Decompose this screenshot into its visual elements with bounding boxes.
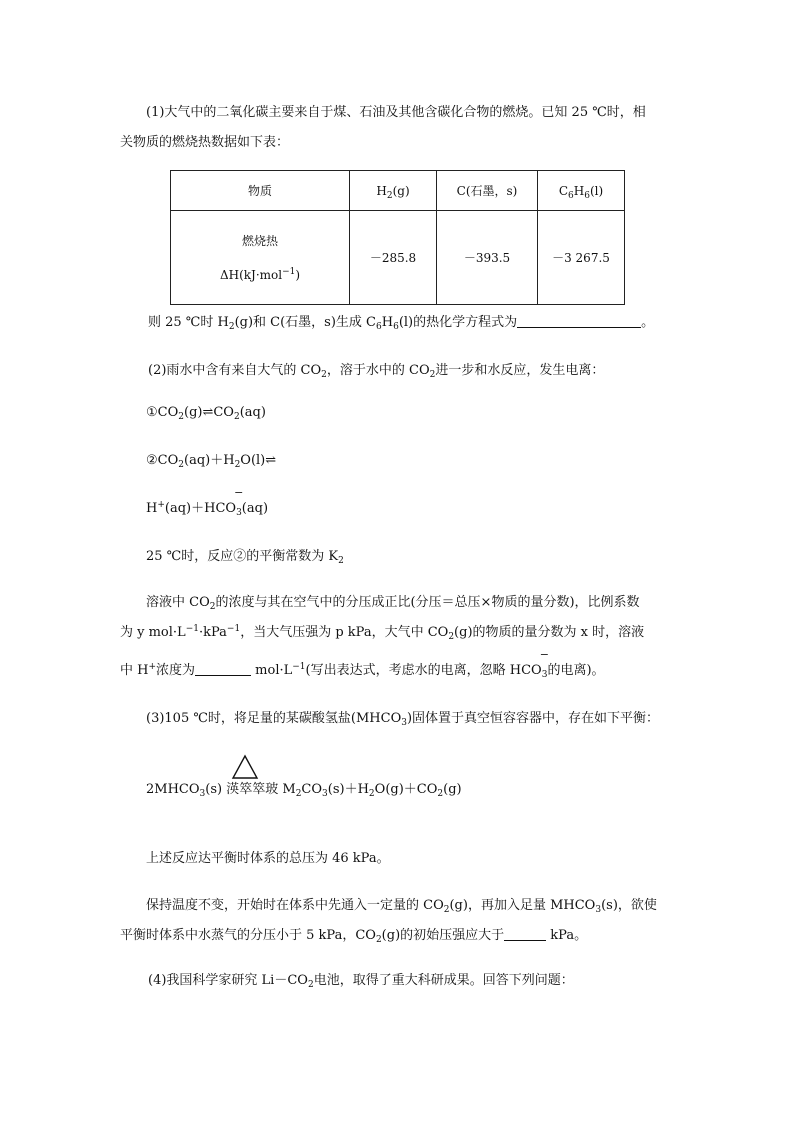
- answer-blank-2[interactable]: [195, 663, 251, 676]
- text: (g)的初始压强应大于: [381, 928, 505, 943]
- text: 上述反应达平衡时体系的总压为 46 kPa。: [146, 851, 390, 866]
- header-c6h6: [538, 171, 625, 211]
- row-label-line-2: [171, 265, 349, 285]
- charge-mark: −: [539, 648, 549, 661]
- q2-k-line: [146, 548, 344, 566]
- text: H: [376, 183, 387, 198]
- subscript: 2: [209, 602, 216, 612]
- text: (4)我国科学家研究 Li－CO: [148, 973, 308, 988]
- text: (g)的物质的量分数为 x 时，溶液: [454, 625, 645, 640]
- q2-p-line-3: [120, 648, 605, 680]
- text: (写出表达式，考虑水的电离，忽略 HCO: [305, 663, 542, 678]
- text: 的浓度与其在空气中的分压成正比(分压＝总压×物质的量分数)，比例系数: [215, 595, 640, 610]
- q4-line-1: [148, 972, 574, 990]
- text: 进一步和水反应，发生电离：: [435, 363, 605, 378]
- subscript: 3: [322, 789, 328, 799]
- text: (g): [392, 183, 410, 198]
- subscript: 2: [178, 460, 184, 470]
- q3-line-3: [146, 897, 657, 915]
- heat-triangle-icon: [231, 754, 259, 780]
- text: (g)，再加入足量 MHCO: [449, 898, 596, 913]
- table-row-heat: [171, 211, 625, 305]
- superscript: −1: [226, 624, 241, 634]
- text: M: [278, 782, 296, 797]
- subscript: 2: [233, 412, 240, 422]
- q3-equation: [146, 781, 462, 799]
- q2-eq-1: [146, 404, 266, 422]
- ion-subscript: [539, 648, 549, 680]
- text: 则 25 ℃时 H: [148, 315, 229, 330]
- text: 电池，取得了重大科研成果。回答下列问题：: [313, 973, 574, 988]
- value-c: [437, 211, 538, 305]
- subscript: 3: [595, 905, 602, 915]
- text: 保持温度不变，开始时在体系中先通入一定量的 CO: [146, 898, 444, 913]
- value-h2: [350, 211, 437, 305]
- text: －3 267.5: [552, 251, 610, 265]
- q2-eq-2: [146, 452, 276, 470]
- text: 溶液中 CO: [146, 595, 210, 610]
- q3-line-1: [146, 710, 659, 728]
- text: H: [146, 501, 158, 516]
- q1-line-3: [148, 314, 654, 332]
- text: mol·L: [251, 663, 293, 678]
- subscript: 3: [401, 718, 407, 728]
- superscript: −1: [282, 266, 296, 277]
- text: H: [573, 183, 585, 198]
- text: (l)的热化学方程式为: [398, 315, 518, 330]
- subscript: 2: [375, 935, 382, 945]
- text: (aq): [239, 405, 266, 420]
- q2-p-line-1: [146, 594, 640, 612]
- text: )固体置于真空恒容容器中，存在如下平衡：: [406, 711, 660, 726]
- subscript: 2: [228, 322, 235, 332]
- text: kPa。: [546, 928, 588, 943]
- text: 平衡时体系中水蒸气的分压小于 5 kPa，CO: [120, 928, 376, 943]
- value-c6h6: [538, 211, 625, 305]
- text: (s)＋H: [327, 782, 369, 797]
- superscript: +: [148, 662, 157, 672]
- answer-blank-3[interactable]: [504, 928, 546, 941]
- header-h2: [350, 171, 437, 211]
- text: (aq)＋HCO: [164, 501, 237, 516]
- text: (aq): [241, 501, 269, 516]
- answer-blank-1[interactable]: [517, 315, 641, 328]
- text: 2MHCO: [146, 782, 200, 797]
- text: (s): [205, 782, 227, 797]
- text: (aq)＋H: [184, 453, 235, 468]
- superscript: −1: [292, 662, 306, 672]
- subscript: 2: [234, 460, 241, 470]
- subscript: 2: [448, 632, 455, 642]
- text: (1)大气中的二氧化碳主要来自于煤、石油及其他含碳化合物的燃烧。已知 25 ℃时，相: [146, 105, 646, 120]
- subscript: 2: [368, 789, 375, 799]
- subscript: 2: [178, 412, 184, 422]
- subscript: 2: [429, 370, 436, 380]
- q3-line-2: [146, 850, 390, 868]
- q3-line-4: [120, 927, 587, 945]
- q2-p-line-2: [120, 624, 644, 642]
- q1-line-1: [146, 104, 646, 122]
- q2-line-1: [148, 362, 604, 380]
- text: C: [558, 183, 569, 198]
- subscript: 6: [568, 190, 574, 201]
- garbled-arrow-text: 渶箤箤玻: [226, 782, 279, 797]
- text: ①CO: [146, 405, 179, 420]
- subscript: 3: [199, 789, 206, 799]
- text: CO: [301, 782, 323, 797]
- text: H: [381, 315, 394, 330]
- subscript: 2: [321, 370, 327, 380]
- text: (2)雨水中含有来自大气的 CO: [148, 363, 322, 378]
- subscript: 6: [584, 190, 590, 201]
- combustion-heat-table: [170, 170, 625, 305]
- text: (g)和 C(石墨，s)生成 C: [234, 315, 377, 330]
- text: 浓度为: [156, 663, 196, 678]
- text: 关物质的燃烧热数据如下表：: [120, 135, 290, 150]
- text: (l): [589, 183, 604, 198]
- superscript: −1: [185, 624, 199, 634]
- text: O(g)＋CO: [374, 782, 438, 797]
- table-header-row: [171, 171, 625, 211]
- text: ，溶于水中的 CO: [326, 363, 430, 378]
- subscript: 3: [236, 508, 242, 518]
- text: 25 ℃时，反应②的平衡常数为 K: [146, 549, 339, 564]
- subscript: 2: [386, 190, 393, 201]
- header-c: [437, 171, 538, 211]
- ion-subscript: [234, 486, 244, 518]
- subscript: 2: [295, 789, 302, 799]
- text: (g)⇌CO: [184, 405, 234, 420]
- text: －393.5: [463, 251, 511, 265]
- subscript: 6: [393, 322, 399, 332]
- subscript: 2: [437, 789, 444, 799]
- subscript: 2: [338, 556, 344, 566]
- text: (3)105 ℃时，将足量的某碳酸氢盐(MHCO: [146, 711, 402, 726]
- superscript: +: [157, 500, 165, 510]
- text: C(石墨，s): [456, 184, 518, 198]
- subscript: 3: [541, 670, 548, 680]
- q1-line-2: [120, 134, 289, 152]
- text: 的电离)。: [547, 663, 605, 678]
- text: O(l)⇌: [240, 453, 277, 468]
- text: ·kPa: [198, 625, 227, 640]
- text: 为 y mol·L: [120, 625, 186, 640]
- charge-mark: −: [234, 486, 244, 499]
- subscript: 2: [443, 905, 450, 915]
- text: ): [295, 267, 301, 282]
- subscript: 6: [376, 322, 382, 332]
- header-substance: [171, 171, 350, 211]
- q2-eq-3: [146, 486, 269, 518]
- text: 中 H: [120, 663, 149, 678]
- text: －285.8: [369, 251, 417, 265]
- row-label: [171, 211, 350, 305]
- text: (s)，欲使: [601, 898, 657, 913]
- text: (g): [443, 782, 462, 797]
- text: ，当大气压强为 p kPa，大气中 CO: [240, 625, 449, 640]
- subscript: 2: [307, 980, 314, 990]
- row-label-line-1: 燃烧热: [241, 233, 278, 248]
- text: 。: [641, 315, 655, 330]
- text: 物质: [247, 184, 272, 198]
- text: ΔH(kJ·mol: [219, 267, 283, 282]
- text: ②CO: [146, 453, 179, 468]
